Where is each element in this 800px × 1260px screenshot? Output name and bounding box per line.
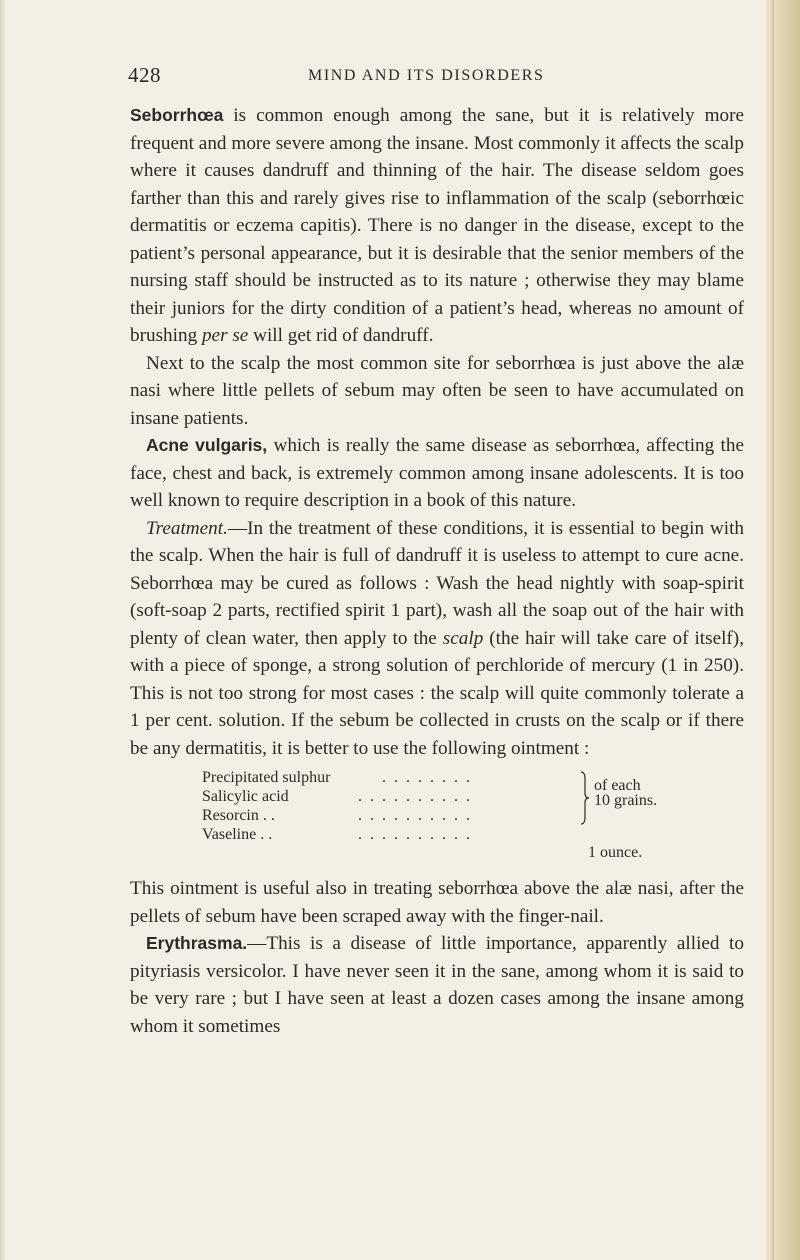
page-body [130, 102, 744, 1040]
paragraph-text: —In the treatment of these conditions, it is essential to begin with the scalp. When the hair is full of dandruff it is useless to attempt to cure acne. Seborrhœa may be cured as follows : Wash the head nightly with soap-spirit (soft-soap 2 parts, rectified spirit 1 part), wash all the soap out of the hair with plenty of clean water, then apply to the [130, 517, 744, 649]
leader-dots: . . . . . . . . [382, 769, 472, 786]
dose-vaseline: 1 ounce. [588, 844, 643, 861]
page-edge [766, 0, 800, 1260]
paragraph-erythrasma [130, 930, 744, 1040]
brace-icon [580, 771, 590, 825]
paragraph-seborrhoea [130, 102, 744, 350]
paragraph-text: (the hair will take care of itself), with a piece of sponge, a strong solution of perchloride of mercury (1 in 250). This is not too strong for most cases : the scalp will quite commonly tolerate a 1 per cent. solution. If the sebum be collected in crusts on the scalp or if there be any dermatitis, it is better to use the following ointment : [130, 627, 744, 759]
paragraph-treatment [130, 515, 744, 763]
dose-each-label: of each [594, 777, 641, 794]
ingredient-name: Salicylic acid [202, 788, 289, 805]
leader-dots: . . . . . . . . . . [358, 807, 472, 824]
ingredient-name: Vaseline . . [202, 826, 273, 843]
italic-phrase: per se [201, 325, 249, 346]
ingredient-name: Precipitated sulphur [202, 769, 331, 786]
paragraph-text: This ointment is useful also in treating seborrhœa above the alæ nasi, after the pellets of sebum have been scraped away with the finger-nail. [130, 878, 744, 927]
paragraph-text: —This is a disease of little importance, apparently allied to pityriasis versicolor. I have never seen it in the sane, among whom it is said to be very rare ; but I have seen at least a dozen cases among the insane among whom it sometimes [130, 933, 744, 1037]
paragraph-text: will get rid of dandruff. [248, 325, 434, 346]
italic-phrase: scalp [442, 627, 484, 649]
term-erythrasma: Erythrasma. [146, 933, 248, 953]
ingredient-name: Resorcin . . [202, 807, 275, 824]
dose-each-amount: 10 grains. [594, 792, 658, 809]
leader-dots: . . . . . . . . . . [358, 788, 472, 805]
paragraph-text: which is really the same disease as seborrhœa, affecting the face, chest and back, is extremely common among insane adolescents. It is too well known to require description in a book of this nature. [130, 435, 744, 511]
paragraph-alae-nasi [130, 350, 744, 433]
term-treatment: Treatment. [146, 517, 228, 539]
term-seborrhoea: Seborrhœa [130, 105, 224, 125]
inner-gutter-shadow [0, 0, 6, 1260]
paragraph-acne [130, 432, 744, 515]
page-header [128, 63, 758, 93]
page-number: 428 [128, 63, 161, 87]
leader-dots: . . . . . . . . . . [358, 826, 472, 843]
term-acne-vulgaris: Acne vulgaris, [146, 435, 268, 455]
paragraph-text: Next to the scalp the most common site for seborrhœa is just above the alæ nasi where little pellets of sebum may often be seen to have accumulated on insane patients. [130, 352, 744, 429]
paragraph-ointment-use [130, 875, 744, 930]
running-head: MIND AND ITS DISORDERS [308, 67, 545, 84]
dose-each [594, 778, 657, 808]
paragraph-text: is common enough among the sane, but it is relatively more frequent and more severe among the insane. Most commonly it affects the scalp where it causes dandruff and thinning of the hair. The disease seldom goes farther than this and rarely gives rise to inflammation of the scalp (seborrhœic dermatitis or eczema capitis). There is no danger in the disease, except to the patient’s personal appearance, but it is desirable that the senior members of the nursing staff should be instructed as to its nature ; otherwise they may blame their juniors for the dirty condition of a patient’s head, whereas no amount of brushing [130, 105, 744, 346]
ointment-formula [202, 769, 722, 869]
